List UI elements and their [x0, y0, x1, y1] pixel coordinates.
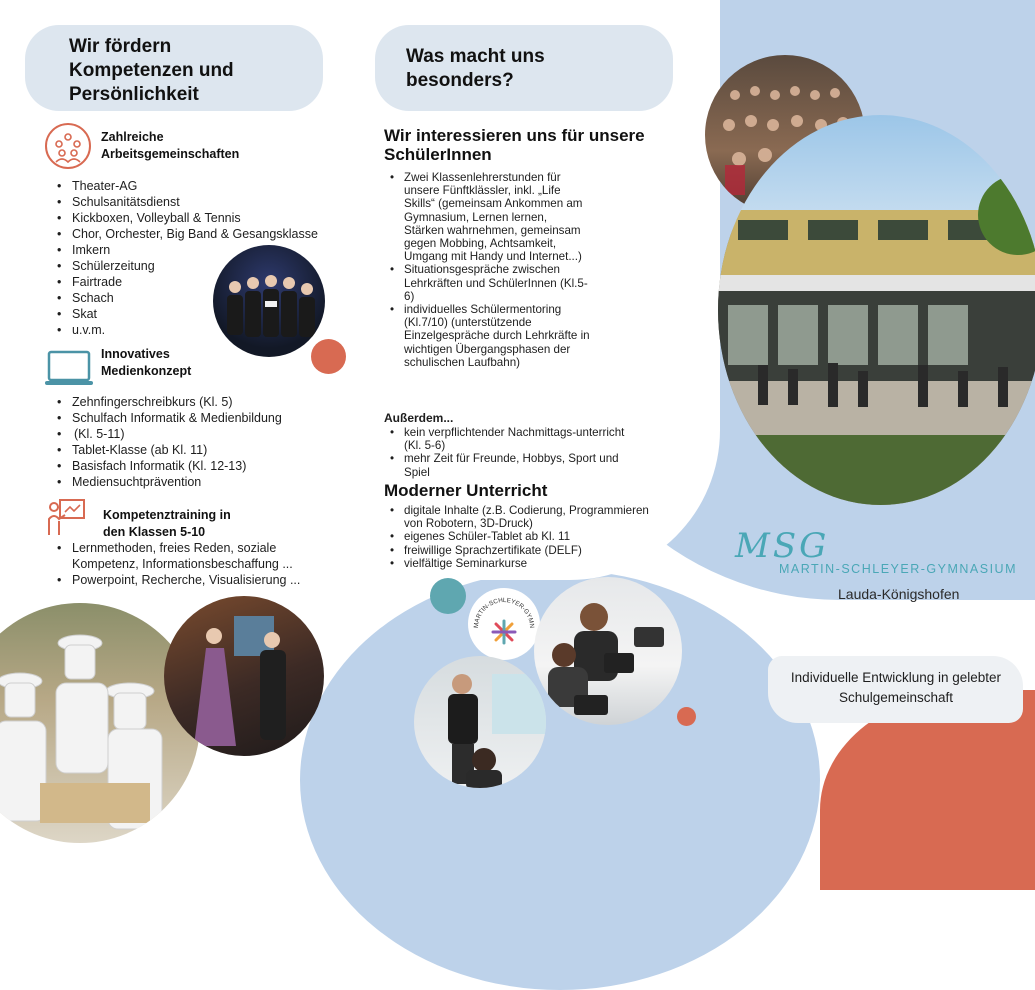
section-heading-ags: Zahlreiche Arbeitsgemeinschaften — [101, 130, 240, 161]
list-item: • individuelles Schülermentoring (Kl.7/10) (unterstützende Einzelgespräche durch Lehrkräfte in wichtigen Übergangsphasen der schulischen Laufbahn) — [384, 303, 590, 369]
list-item: • freiwillige Sprachzertifikate (DELF) — [384, 544, 654, 557]
list-item: • Schulfach Informatik & Medienbildung — [57, 410, 337, 426]
list-item: • Situationsgespräche zwischen Lehrkräften und SchülerInnen (Kl.5-6) — [384, 263, 590, 303]
unterricht-list — [384, 504, 654, 570]
list-item: • mehr Zeit für Freunde, Hobbys, Sport und Spiel — [384, 452, 634, 478]
teacher-presentation-photo — [414, 656, 546, 788]
school-logo — [735, 520, 1035, 610]
section-heading-kompetenz: Kompetenztraining in den Klassen 5-10 — [103, 508, 231, 539]
section-heading-ausserdem: Außerdem... — [384, 411, 454, 425]
logo-name: MARTIN-SCHLEYER-GYMNASIUM — [779, 562, 1017, 576]
list-item: • Schülerzeitung — [57, 258, 337, 274]
choir-photo — [213, 245, 325, 357]
list-item: • eigenes Schüler-Tablet ab Kl. 11 — [384, 530, 654, 543]
tagline: Individuelle Entwicklung in gelebter Schulgemeinschaft — [790, 670, 1002, 705]
list-item: • Zwei Klassenlehrerstunden für unsere Fünftklässler, inkl. „Life Skills“ (gemeinsam Ankommen am Gymnasium, Lernen lernen, Stärken wahrnehmen, gemeinsam gegen Mobbing, Achtsamkeit, Umgang mit Handy und Internet...) — [384, 171, 590, 263]
group-icon — [44, 122, 92, 170]
ausserdem-list — [384, 426, 634, 479]
logo-city: Lauda-Königshofen — [838, 586, 960, 602]
beekeeping-photo — [0, 603, 200, 843]
list-item: • Schulsanitätsdienst — [57, 194, 337, 210]
school-building-photo — [718, 115, 1035, 505]
list-item: • Theater-AG — [57, 178, 337, 194]
list-item: • vielfältige Seminarkurse — [384, 557, 654, 570]
teal-dot — [430, 578, 466, 614]
list-item-continuation: • (Kl. 5-11) — [57, 426, 337, 442]
list-item: • Tablet-Klasse (ab Kl. 11) — [57, 442, 337, 458]
presenter-icon — [46, 497, 86, 537]
medien-list — [57, 394, 337, 490]
list-item: • Skat — [57, 306, 337, 322]
section-heading-medien: Innovatives Medienkonzept — [101, 347, 192, 378]
middle-title: Was macht uns besonders? — [406, 46, 545, 91]
laptop-icon — [44, 350, 94, 388]
list-item: • u.v.m. — [57, 322, 337, 338]
list-item: • digitale Inhalte (z.B. Codierung, Programmieren von Robotern, 3D-Druck) — [384, 504, 654, 530]
tablet-class-photo — [534, 577, 682, 725]
svg-text:MARTIN-SCHLEYER-GYMNASIUM — [468, 588, 535, 629]
badge-text: MARTIN-SCHLEYER-GYMN — [472, 596, 536, 629]
list-item: • Kickboxen, Volleyball & Tennis — [57, 210, 337, 226]
left-title: Wir fördern Kompetenzen und Persönlichkeit — [69, 36, 234, 105]
list-item: • Imkern — [57, 242, 337, 258]
list-item: • Schach — [57, 290, 337, 306]
school-badge — [468, 588, 540, 660]
theater-photo — [164, 596, 324, 756]
coral-dot-small — [677, 707, 696, 726]
list-item: • kein verpflichtender Nachmittags-unterricht (Kl. 5-6) — [384, 426, 634, 452]
list-item: • Basisfach Informatik (Kl. 12-13) — [57, 458, 337, 474]
list-item: • Lernmethoden, freies Reden, soziale Kompetenz, Informationsbeschaffung ... — [57, 540, 307, 572]
schueler-list — [384, 171, 590, 369]
list-item: • Mediensuchtprävention — [57, 474, 337, 490]
list-item: • Fairtrade — [57, 274, 337, 290]
list-item: • Powerpoint, Recherche, Visualisierung ... — [57, 572, 307, 588]
section-heading-unterricht: Moderner Unterricht — [384, 481, 548, 500]
section-heading-schueler: Wir interessieren uns für unsere SchülerInnen — [384, 126, 645, 164]
list-item: • Zehnfingerschreibkurs (Kl. 5) — [57, 394, 337, 410]
kompetenz-list — [57, 540, 307, 588]
coral-dot — [311, 339, 346, 374]
list-item: • Chor, Orchester, Big Band & Gesangsklasse — [57, 226, 337, 242]
logo-mark: MSG — [735, 526, 830, 566]
